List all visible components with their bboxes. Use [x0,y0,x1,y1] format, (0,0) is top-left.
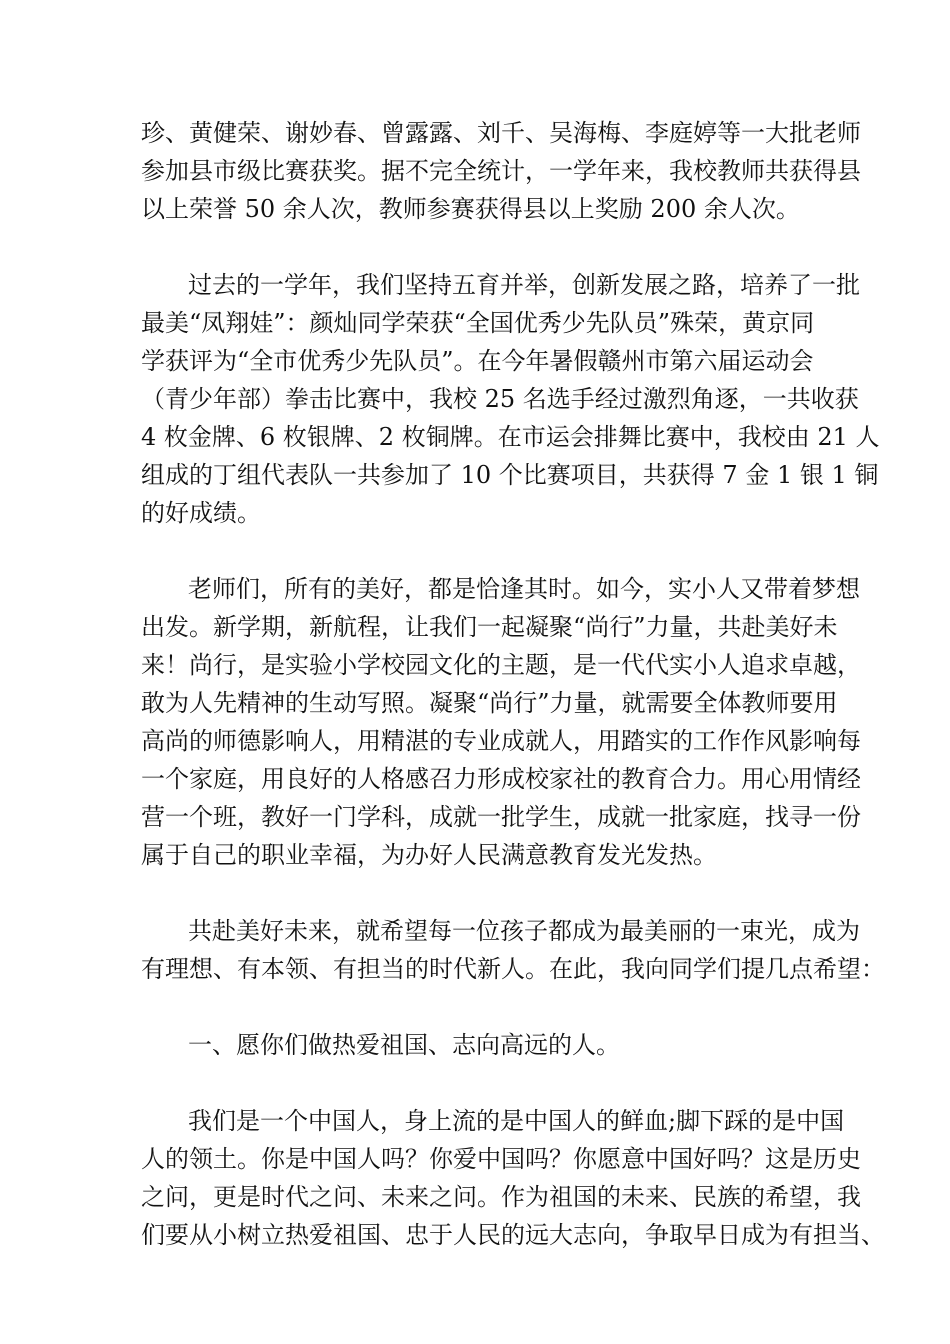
text-line: 过去的一学年，我们坚持五育并举，创新发展之路，培养了一批 [188,271,860,299]
paragraph-gap [141,988,817,1026]
text-line: 一个家庭，用良好的人格感召力形成校家社的教育合力。用心用情经 [141,765,861,793]
text-line: 一、愿你们做热爱祖国、志向高远的人。 [188,1031,620,1059]
paragraph-gap [141,228,817,266]
text-line: 之问，更是时代之问、未来之问。作为祖国的未来、民族的希望，我 [141,1183,861,1211]
paragraph-student-achievements [141,266,880,532]
text-line: 共赴美好未来，就希望每一位孩子都成为最美丽的一束光，成为 [188,917,860,945]
paragraph-gap [141,874,817,912]
text-line: 们要从小树立热爱祖国、忠于人民的远大志向，争取早日成为有担当、 [141,1221,885,1249]
text-line: 组成的丁组代表队一共参加了 10 个比赛项目，共获得 7 金 1 银 1 铜 [141,461,879,489]
document-body [141,114,885,1254]
text-line: 学获评为“全市优秀少先队员”。在今年暑假赣州市第六届运动会 [141,347,814,375]
paragraph-gap [141,532,817,570]
paragraph-student-hopes [141,912,885,988]
text-line: 我们是一个中国人，身上流的是中国人的鲜血;脚下踩的是中国 [188,1107,845,1135]
paragraph-teacher-call [141,570,861,874]
text-line: 属于自己的职业幸福，为办好人民满意教育发光发热。 [141,841,717,869]
text-line: 敢为人先精神的生动写照。凝聚“尚行”力量，就需要全体教师要用 [141,689,838,717]
paragraph-patriotism [141,1102,885,1254]
text-line: 人的领土。你是中国人吗？你爱中国吗？你愿意中国好吗？这是历史 [141,1145,861,1173]
text-line: 的好成绩。 [141,499,261,527]
section-heading-one [141,1026,817,1064]
text-line: 参加县市级比赛获奖。据不完全统计，一学年来，我校教师共获得县 [141,157,861,185]
text-line: 高尚的师德影响人，用精湛的专业成就人，用踏实的工作作风影响每 [141,727,861,755]
text-line: 来！尚行，是实验小学校园文化的主题，是一代代实小人追求卓越， [141,651,861,679]
text-line: 4 枚金牌、6 枚银牌、2 枚铜牌。在市运会排舞比赛中，我校由 21 人 [141,423,880,451]
text-line: 老师们，所有的美好，都是恰逢其时。如今，实小人又带着梦想 [188,575,860,603]
text-line: 营一个班，教好一门学科，成就一批学生，成就一批家庭，找寻一份 [141,803,861,831]
text-line: 有理想、有本领、有担当的时代新人。在此，我向同学们提几点希望： [141,955,885,983]
text-line: （青少年部）拳击比赛中，我校 25 名选手经过激烈角逐，一共收获 [141,385,859,413]
paragraph-gap [141,1064,817,1102]
paragraph-teacher-awards [141,114,861,228]
text-line: 出发。新学期，新航程，让我们一起凝聚“尚行”力量，共赴美好未 [141,613,838,641]
text-line: 以上荣誉 50 余人次，教师参赛获得县以上奖励 200 余人次。 [141,195,800,223]
text-line: 最美“凤翔娃”：颜灿同学荣获“全国优秀少先队员”殊荣，黄京同 [141,309,815,337]
text-line: 珍、黄健荣、谢妙春、曾露露、刘千、吴海梅、李庭婷等一大批老师 [141,119,861,147]
